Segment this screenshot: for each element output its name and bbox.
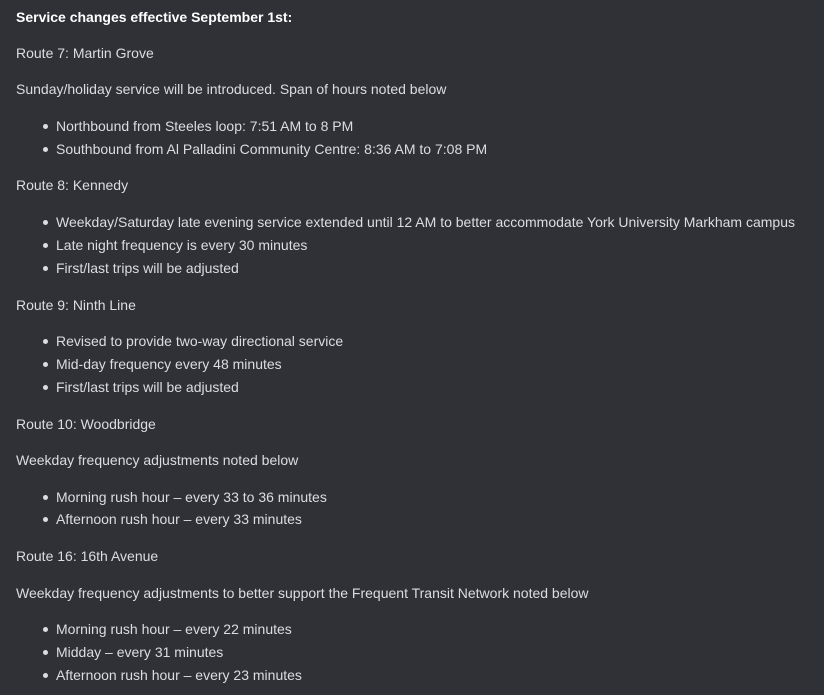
message-heading: Service changes effective September 1st:	[16, 9, 293, 25]
route-9-title: Route 9: Ninth Line	[16, 297, 136, 313]
bullet-dot-icon	[43, 385, 48, 390]
list-item: Morning rush hour – every 22 minutes	[56, 621, 292, 637]
route-7-title: Route 7: Martin Grove	[16, 45, 154, 61]
list-item: Afternoon rush hour – every 23 minutes	[56, 667, 302, 683]
list-item: Revised to provide two-way directional service	[56, 333, 344, 349]
list-item: Late night frequency is every 30 minutes	[56, 237, 308, 253]
bullet-dot-icon	[43, 266, 48, 271]
route-10-description: Weekday frequency adjustments noted below	[16, 452, 299, 468]
bullet-dot-icon	[43, 627, 48, 632]
bullet-dot-icon	[43, 124, 48, 129]
list-item: Southbound from Al Palladini Community Centre: 8:36 AM to 7:08 PM	[56, 141, 488, 157]
list-item: Weekday/Saturday late evening service extended until 12 AM to better accommodate York University Markham campus	[56, 214, 796, 230]
route-16-description: Weekday frequency adjustments to better support the Frequent Transit Network noted below	[16, 585, 589, 601]
list-item: Northbound from Steeles loop: 7:51 AM to 8 PM	[56, 118, 354, 134]
bullet-dot-icon	[43, 517, 48, 522]
bullet-dot-icon	[43, 220, 48, 225]
list-item: Mid-day frequency every 48 minutes	[56, 356, 282, 372]
route-8-title: Route 8: Kennedy	[16, 177, 129, 193]
route-7-description: Sunday/holiday service will be introduced. Span of hours noted below	[16, 81, 447, 97]
bullet-dot-icon	[43, 147, 48, 152]
bullet-dot-icon	[43, 495, 48, 500]
list-item: First/last trips will be adjusted	[56, 260, 239, 276]
bullet-dot-icon	[43, 339, 48, 344]
list-item: Afternoon rush hour – every 33 minutes	[56, 511, 302, 527]
list-item: Midday – every 31 minutes	[56, 644, 224, 660]
bullet-dot-icon	[43, 673, 48, 678]
bullet-dot-icon	[43, 362, 48, 367]
route-10-title: Route 10: Woodbridge	[16, 416, 156, 432]
list-item: First/last trips will be adjusted	[56, 379, 239, 395]
bullet-dot-icon	[43, 650, 48, 655]
list-item: Morning rush hour – every 33 to 36 minutes	[56, 489, 327, 505]
bullet-dot-icon	[43, 243, 48, 248]
route-16-title: Route 16: 16th Avenue	[16, 548, 159, 564]
